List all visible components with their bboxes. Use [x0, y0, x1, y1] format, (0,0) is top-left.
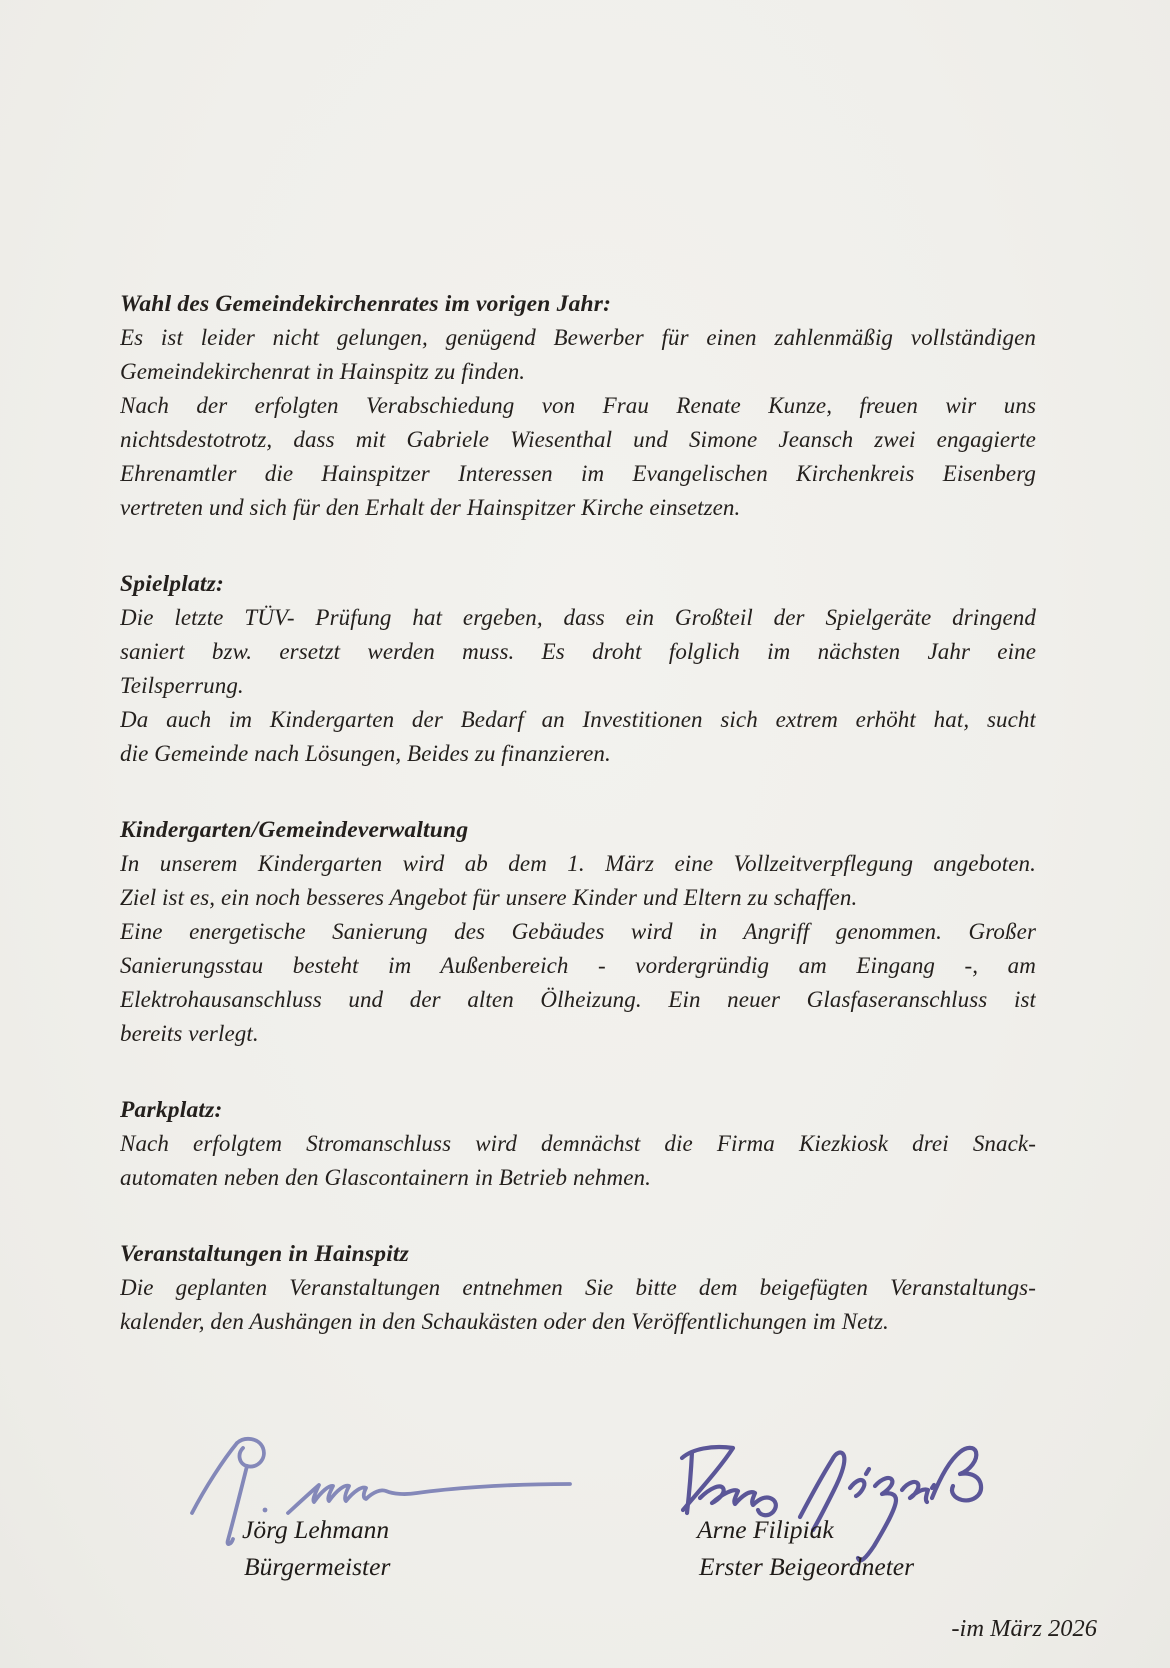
text-line: Nach erfolgtem Stromanschluss wird demnächst die Firma Kiezkiosk drei Snack- [120, 1131, 1036, 1156]
signature-joerg-lehmann-ink-icon [165, 1428, 585, 1558]
section-heading: Veranstaltungen in Hainspitz [120, 1241, 410, 1267]
text-line: saniert bzw. ersetzt werden muss. Es droht folglich im nächsten Jahr eine [120, 639, 1036, 664]
text-line: Es ist leider nicht gelungen, genügend Bewerber für einen zahlenmäßig vollständigen [120, 325, 1036, 350]
text-line: kalender, den Aushängen in den Schaukästen oder den Veröffentlichungen im Netz. [120, 1309, 889, 1334]
text-line: die Gemeinde nach Lösungen, Beides zu finanzieren. [120, 741, 611, 766]
text-line: Elektrohausanschluss und der alten Ölheizung. Ein neuer Glasfaseranschluss ist [120, 987, 1036, 1012]
text-line: nichtsdestotrotz, dass mit Gabriele Wiesenthal und Simone Jeansch zwei engagierte [120, 427, 1036, 452]
signatory-name-left: Jörg Lehmann [242, 1515, 390, 1544]
text-line: bereits verlegt. [120, 1021, 259, 1046]
section-veranstaltungen [120, 1237, 1036, 1339]
text-line: Die geplanten Veranstaltungen entnehmen Sie bitte dem beigefügten Veranstaltungs- [120, 1275, 1036, 1300]
text-line: Ehrenamtler die Hainspitzer Interessen im Evangelischen Kirchenkreis Eisenberg [120, 461, 1036, 486]
letter-sections [120, 287, 1036, 1339]
section-heading: Parkplatz: [120, 1097, 223, 1123]
section-parkplatz [120, 1093, 1036, 1195]
date-line: -im März 2026 [951, 1615, 1097, 1642]
text-line: Gemeindekirchenrat in Hainspitz zu finden. [120, 359, 526, 384]
section-heading: Wahl des Gemeindekirchenrates im vorigen Jahr: [120, 291, 612, 317]
section-wahl-gemeindekirchenrat [120, 287, 1036, 525]
letter-body [120, 287, 1036, 1339]
text-line: automaten neben den Glascontainern in Betrieb nehmen. [120, 1165, 651, 1190]
signatory-name-right: Arne Filipiak [697, 1515, 834, 1544]
text-line: Ziel ist es, ein noch besseres Angebot für unsere Kinder und Eltern zu schaffen. [120, 885, 858, 910]
text-line: Teilsperrung. [120, 673, 244, 698]
text-line: vertreten und sich für den Erhalt der Hainspitzer Kirche einsetzen. [120, 495, 741, 520]
text-line: Da auch im Kindergarten der Bedarf an Investitionen sich extrem erhöht hat, sucht [120, 707, 1036, 732]
section-kindergarten-gemeindeverwaltung [120, 813, 1036, 1051]
section-heading: Kindergarten/Gemeindeverwaltung [120, 817, 469, 843]
text-line: Die letzte TÜV- Prüfung hat ergeben, dass ein Großteil der Spielgeräte dringend [120, 605, 1036, 630]
section-heading: Spielplatz: [120, 571, 225, 597]
text-line: Sanierungsstau besteht im Außenbereich - vordergründig am Eingang -, am [120, 953, 1036, 978]
signatory-title-right: Erster Beigeordneter [699, 1552, 915, 1581]
text-line: Nach der erfolgten Verabschiedung von Frau Renate Kunze, freuen wir uns [120, 393, 1036, 418]
signatory-title-left: Bürgermeister [244, 1552, 391, 1581]
section-spielplatz [120, 567, 1036, 771]
signature-arne-filipiak-ink-icon [670, 1438, 990, 1578]
text-line: In unserem Kindergarten wird ab dem 1. März eine Vollzeitverpflegung angeboten. [120, 851, 1036, 876]
text-line: Eine energetische Sanierung des Gebäudes wird in Angriff genommen. Großer [120, 919, 1036, 944]
